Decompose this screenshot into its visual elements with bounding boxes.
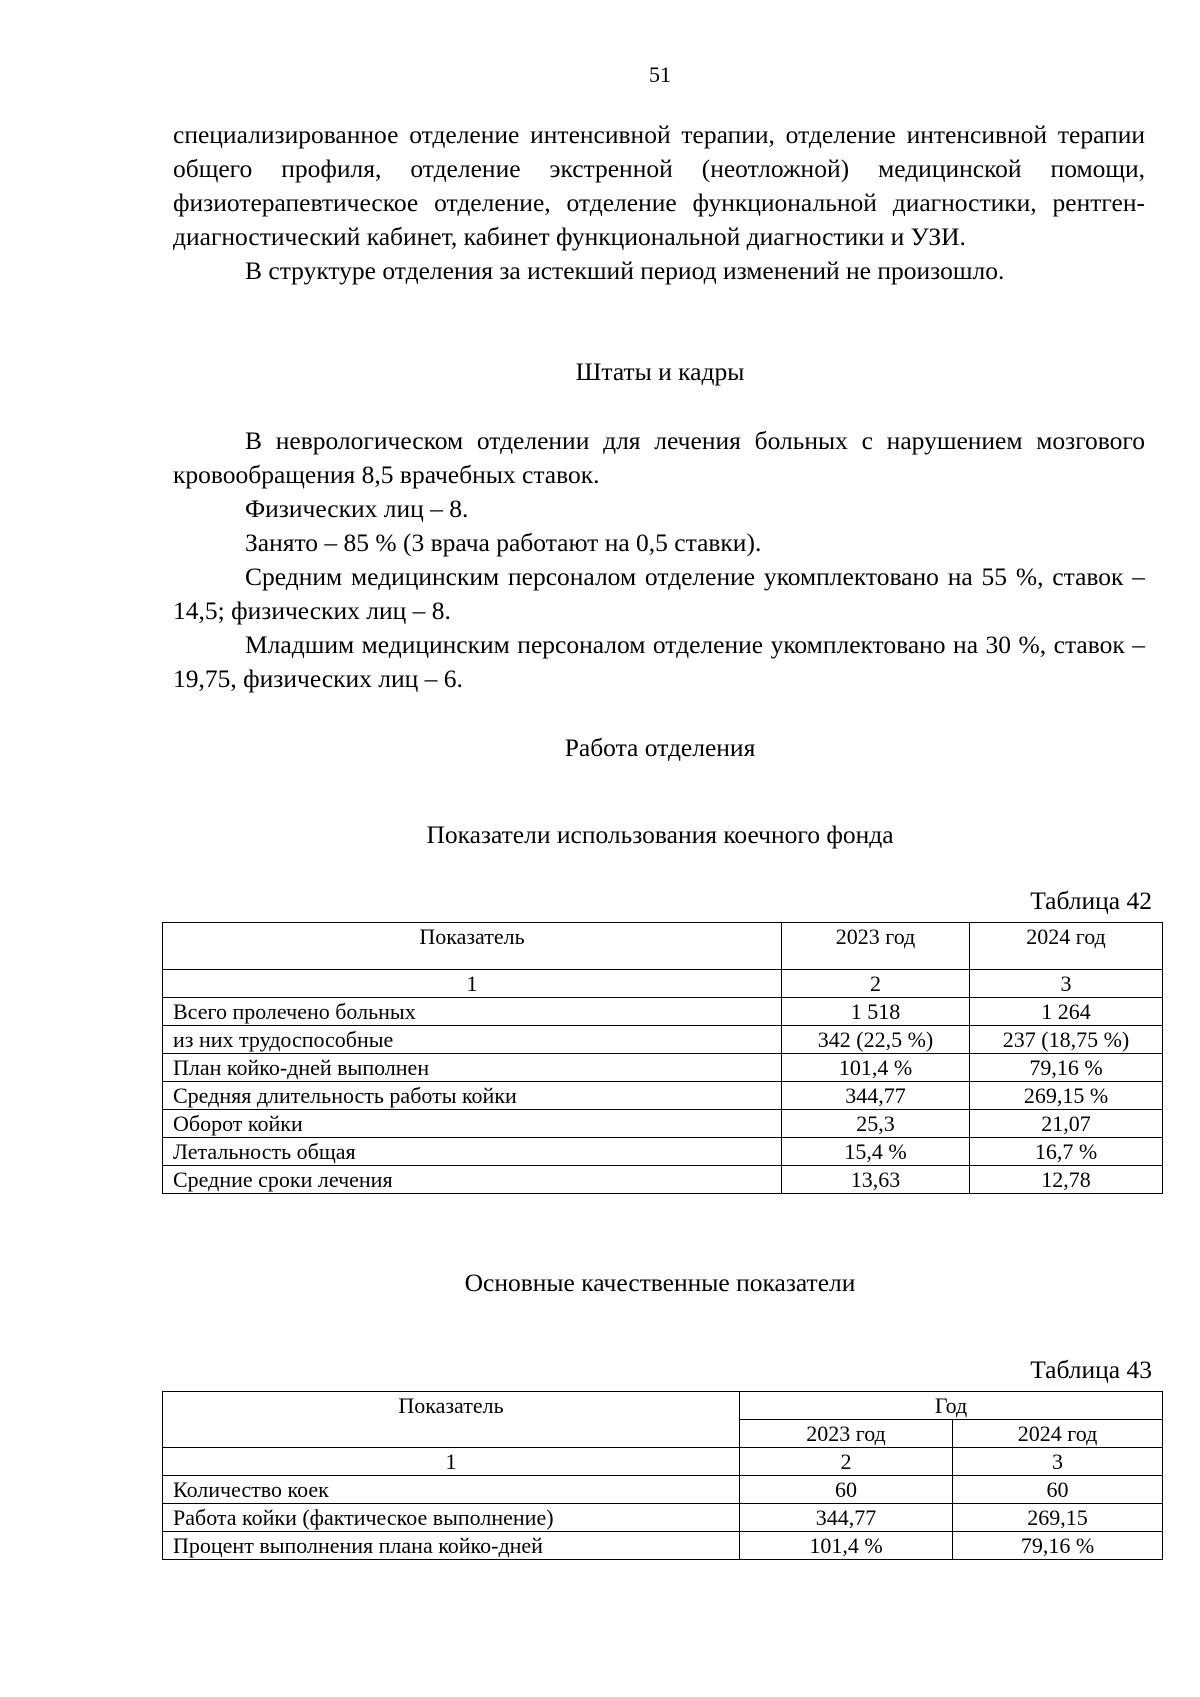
staff-paragraph-2: Физических лиц – 8.: [245, 494, 469, 523]
table43-header-2024: 2024 год: [953, 1420, 1163, 1448]
staff-paragraph-4: Средним медицинским персоналом отделение укомплектовано на 55 %, ставок – 14,5; физических лиц – 8.: [173, 562, 1145, 625]
table42-row-value-2024: 237 (18,75 %): [970, 1026, 1163, 1054]
table42-header-2024: 2024 год: [970, 923, 1163, 970]
table43-row-label: Процент выполнения плана койко-дней: [163, 1532, 740, 1560]
table42-row-value-2023: 342 (22,5 %): [782, 1026, 970, 1054]
table43-row-value-2023: 60: [740, 1476, 953, 1504]
table42-row-value-2024: 269,15 %: [970, 1082, 1163, 1110]
table43: [162, 1391, 1163, 1560]
table42-number-row: [163, 970, 1163, 998]
table42-header-indicator: Показатель: [163, 923, 782, 970]
table42-row-value-2024: 1 264: [970, 998, 1163, 1026]
table43-title: Основные качественные показатели: [464, 1268, 856, 1297]
table42-row-label: из них трудоспособные: [163, 1026, 782, 1054]
table42-row-label: Средняя длительность работы койки: [163, 1082, 782, 1110]
table42-row-label: Средние сроки лечения: [163, 1166, 782, 1194]
staff-text: [173, 424, 1145, 696]
table43-header-year: Год: [740, 1392, 1163, 1420]
staff-paragraph-3: Занято – 85 % (3 врача работают на 0,5 ставки).: [245, 528, 762, 557]
table-row: [163, 998, 1163, 1026]
table43-row-value-2023: 101,4 %: [740, 1532, 953, 1560]
table-row: [163, 1054, 1163, 1082]
table42-number-3: 3: [970, 970, 1163, 998]
table42-row-label: Всего пролечено больных: [163, 998, 782, 1026]
table-row: [163, 1504, 1163, 1532]
table42-row-value-2023: 13,63: [782, 1166, 970, 1194]
table42-row-value-2024: 12,78: [970, 1166, 1163, 1194]
table43-row-value-2024: 60: [953, 1476, 1163, 1504]
table43-row-value-2024: 269,15: [953, 1504, 1163, 1532]
table42-row-value-2024: 79,16 %: [970, 1054, 1163, 1082]
table42-row-value-2023: 1 518: [782, 998, 970, 1026]
table43-number-2: 2: [740, 1448, 953, 1476]
table42-header-row: [163, 923, 1163, 970]
table43-number-1: 1: [163, 1448, 740, 1476]
staff-heading: Штаты и кадры: [575, 357, 745, 386]
table42-number-2: 2: [782, 970, 970, 998]
table43-row-label: Работа койки (фактическое выполнение): [163, 1504, 740, 1532]
table42-row-value-2024: 16,7 %: [970, 1138, 1163, 1166]
table42: [162, 922, 1163, 1194]
table42-row-value-2023: 101,4 %: [782, 1054, 970, 1082]
table42-row-label: Летальность общая: [163, 1138, 782, 1166]
table42-title: Показатели использования коечного фонда: [426, 820, 894, 849]
table42-caption: Таблица 42: [1030, 886, 1152, 915]
page-number: 51: [649, 62, 671, 87]
intro-text: [173, 118, 1145, 288]
intro-paragraph-1: специализированное отделение интенсивной терапии, отделение интенсивной терапии общего профиля, отделение экстренной (неотложной) медицинской помощи, физиотерапевтическое отделение, отделение функциональной диагностики, рентген-диагностический кабинет, кабинет функциональной диагностики и УЗИ.: [173, 120, 1145, 251]
table-row: [163, 1532, 1163, 1560]
table-row: [163, 1476, 1163, 1504]
table42-row-value-2023: 344,77: [782, 1082, 970, 1110]
table-row: [163, 1110, 1163, 1138]
table42-row-value-2024: 21,07: [970, 1110, 1163, 1138]
table43-row-value-2023: 344,77: [740, 1504, 953, 1532]
table42-row-label: План койко-дней выполнен: [163, 1054, 782, 1082]
table-row: [163, 1166, 1163, 1194]
table43-number-row: [163, 1448, 1163, 1476]
intro-paragraph-2: В структуре отделения за истекший период изменений не произошло.: [245, 256, 1005, 285]
table42-header-2023: 2023 год: [782, 923, 970, 970]
table42-row-value-2023: 15,4 %: [782, 1138, 970, 1166]
table42-number-1: 1: [163, 970, 782, 998]
table42-row-label: Оборот койки: [163, 1110, 782, 1138]
staff-paragraph-5: Младшим медицинским персоналом отделение укомплектовано на 30 %, ставок – 19,75, физических лиц – 6.: [173, 630, 1145, 693]
table42-row-value-2023: 25,3: [782, 1110, 970, 1138]
table43-row-value-2024: 79,16 %: [953, 1532, 1163, 1560]
table43-number-3: 3: [953, 1448, 1163, 1476]
table43-caption: Таблица 43: [1030, 1355, 1152, 1384]
table43-header-2023: 2023 год: [740, 1420, 953, 1448]
table43-row-label: Количество коек: [163, 1476, 740, 1504]
table-row: [163, 1026, 1163, 1054]
table-row: [163, 1082, 1163, 1110]
table43-header-row: [163, 1392, 1163, 1420]
staff-paragraph-1: В неврологическом отделении для лечения больных с нарушением мозгового кровообращения 8,5 врачебных ставок.: [173, 426, 1145, 489]
table43-header-indicator: Показатель: [163, 1392, 740, 1448]
table-row: [163, 1138, 1163, 1166]
work-heading: Работа отделения: [564, 733, 756, 762]
